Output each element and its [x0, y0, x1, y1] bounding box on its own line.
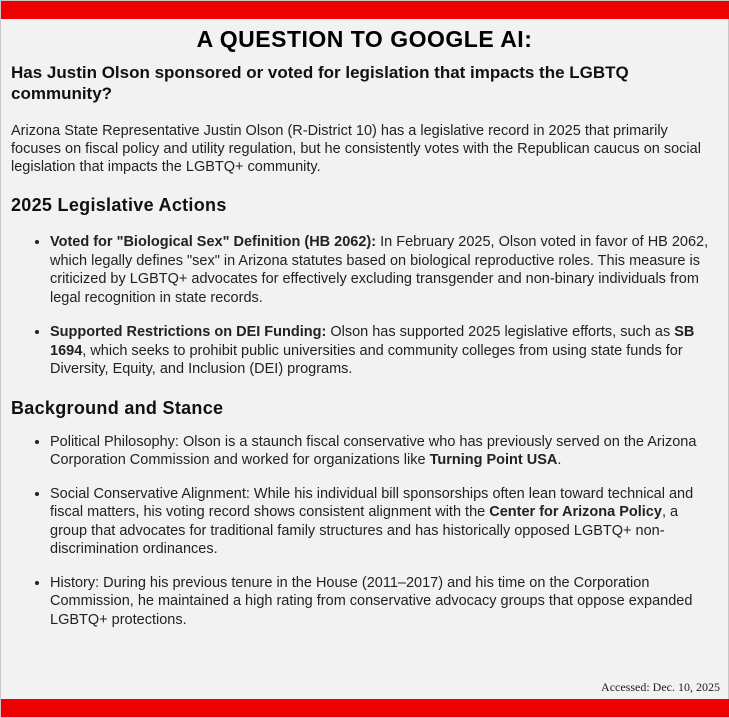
- top-red-bar: [1, 1, 729, 19]
- bottom-red-bar: [1, 699, 729, 717]
- item-text: History: During his previous tenure in the House (2011–2017) and his time on the Corporation Commission, he maintained a high rating from conservative advocacy groups that oppose expanded LGBTQ+ protections.: [50, 574, 693, 628]
- item-text: In February 2025, Olson voted in favor of HB 2062, which legally defines "sex" in Arizona statutes based on biological reproductive roles. This measure is criticized by LGBTQ+ advocates for effectively excluding transgender and non-binary individuals from legal recognition in state records.: [50, 234, 709, 306]
- list-item-political-philosophy: [50, 433, 718, 470]
- item-text: Political Philosophy: Olson is a staunch fiscal conservative who has previously served on the Arizona Corporation Commission and worked for organizations like: [50, 433, 697, 468]
- item-bold-label: Voted for "Biological Sex" Definition (HB 2062):: [50, 234, 377, 250]
- item-text: , a group that advocates for traditional family structures and has historically opposed LGBTQ+ non-discrimination ordinances.: [50, 504, 679, 557]
- question-heading: Has Justin Olson sponsored or voted for legislation that impacts the LGBTQ community?: [11, 63, 629, 103]
- list-item-social-conservative: [50, 485, 718, 559]
- answer-panel: [1, 19, 728, 699]
- item-text: , which seeks to prohibit public universities and community colleges from using state funds for Diversity, Equity, and Inclusion (DEI) programs.: [50, 342, 683, 377]
- org-center-arizona-policy: Center for Arizona Policy: [489, 504, 662, 520]
- bill-sb1694: SB 1694: [50, 324, 695, 359]
- banner-title: A QUESTION TO GOOGLE AI:: [196, 26, 533, 52]
- item-text: .: [557, 452, 562, 468]
- background-list: [11, 433, 718, 630]
- list-item-hb2062: [50, 233, 718, 307]
- item-text: Social Conservative Alignment: While his individual bill sponsorships often lean toward technical and fiscal matters, his voting record shows consistent alignment with the: [50, 485, 694, 520]
- list-item-dei-funding: [50, 323, 718, 379]
- list-item-history: [50, 574, 718, 630]
- item-bold-label: Supported Restrictions on DEI Funding:: [50, 324, 327, 340]
- section-heading-legislative-actions: 2025 Legislative Actions: [11, 195, 227, 215]
- item-text: Olson has supported 2025 legislative efforts, such as: [326, 324, 675, 340]
- intro-paragraph: Arizona State Representative Justin Olson (R-District 10) has a legislative record in 2025 that primarily focuses on fiscal policy and utility regulation, but he consistently votes with the Republican caucus on social legislation that impacts the LGBTQ+ community.: [11, 123, 701, 175]
- section-heading-background: Background and Stance: [11, 397, 224, 418]
- org-turning-point: Turning Point USA: [429, 452, 558, 468]
- legislative-actions-list: [11, 233, 718, 379]
- accessed-date: Accessed: Dec. 10, 2025: [601, 680, 720, 694]
